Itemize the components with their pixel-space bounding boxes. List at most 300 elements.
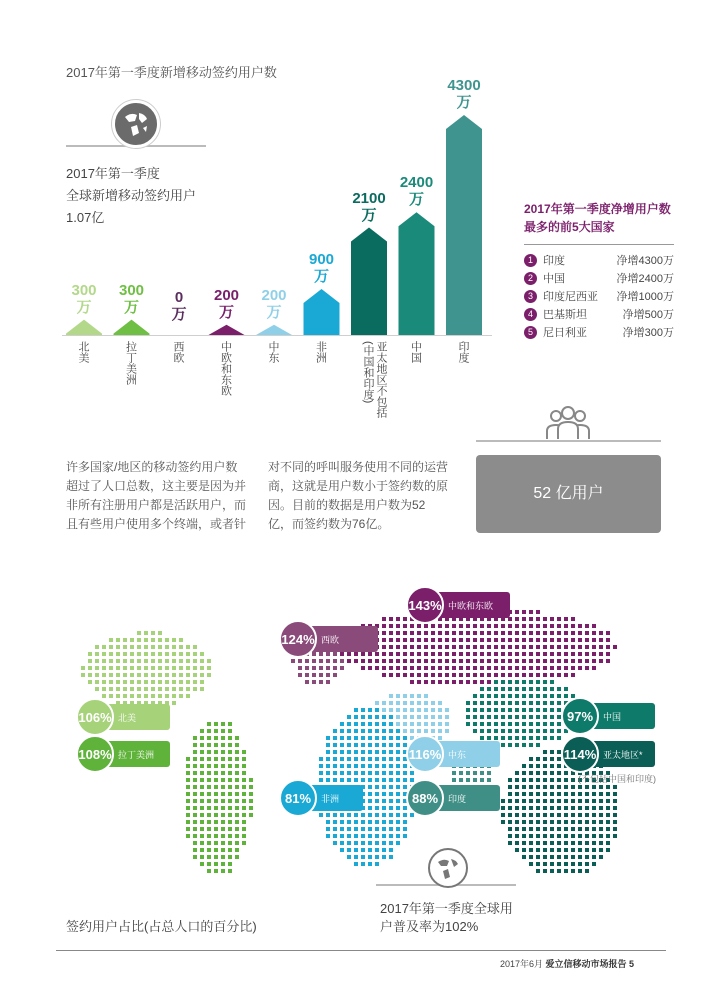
map-dot <box>382 652 386 656</box>
rank-badge: 2 <box>524 272 537 285</box>
map-dot <box>536 624 540 628</box>
map-dot <box>186 666 190 670</box>
map-dot <box>571 862 575 866</box>
map-dot <box>515 617 519 621</box>
map-dot <box>165 659 169 663</box>
top5-panel <box>524 200 674 341</box>
map-dot <box>214 736 218 740</box>
map-dot <box>193 645 197 649</box>
map-dot <box>403 638 407 642</box>
map-dot <box>417 659 421 663</box>
map-dot <box>249 806 253 810</box>
region-name: 非洲 <box>321 793 340 804</box>
map-dot <box>522 743 526 747</box>
map-dot <box>522 792 526 796</box>
map-dot <box>389 736 393 740</box>
map-dot <box>291 659 295 663</box>
map-dot <box>522 624 526 628</box>
map-dot <box>382 757 386 761</box>
map-dot <box>193 687 197 691</box>
map-dot <box>438 673 442 677</box>
paragraph-2: 对不同的呼叫服务使用不同的运营商，这就是用户数小于签约数的原因。目前的数据是用户数为52亿，而签约数为76亿。 <box>268 460 449 531</box>
list-item <box>524 305 674 323</box>
map-dot <box>508 666 512 670</box>
map-dot <box>515 729 519 733</box>
category-label: 中国 <box>409 341 422 363</box>
country-name: 中国 <box>543 273 565 285</box>
country-name: 印度 <box>543 255 565 267</box>
map-dot <box>319 680 323 684</box>
map-dot <box>613 834 617 838</box>
map-dot <box>536 736 540 740</box>
map-dot <box>438 722 442 726</box>
map-dot <box>585 841 589 845</box>
map-dot <box>543 799 547 803</box>
map-dot <box>508 701 512 705</box>
map-dot <box>214 869 218 873</box>
map-dot <box>501 701 505 705</box>
map-dot <box>515 666 519 670</box>
bar-value-label: 900 万 <box>308 250 335 285</box>
map-dot <box>347 778 351 782</box>
map-dot <box>550 638 554 642</box>
map-dot <box>543 785 547 789</box>
map-dot <box>165 673 169 677</box>
map-dot <box>137 638 141 642</box>
map-dot <box>221 862 225 866</box>
map-dot <box>515 624 519 628</box>
map-dot <box>508 820 512 824</box>
map-dot <box>459 631 463 635</box>
map-dot <box>179 680 183 684</box>
map-dot <box>508 778 512 782</box>
map-dot <box>403 673 407 677</box>
map-dot <box>585 827 589 831</box>
map-dot <box>473 673 477 677</box>
map-dot <box>522 708 526 712</box>
map-dot <box>403 715 407 719</box>
map-dot <box>522 848 526 852</box>
map-dot <box>508 799 512 803</box>
bar <box>304 289 340 335</box>
map-dot <box>186 820 190 824</box>
map-dot <box>599 631 603 635</box>
map-dot <box>585 624 589 628</box>
map-dot <box>522 778 526 782</box>
map-dot <box>102 694 106 698</box>
map-dot <box>564 659 568 663</box>
map-dot <box>487 645 491 649</box>
map-dot <box>480 673 484 677</box>
map-dot <box>466 624 470 628</box>
map-dot <box>494 624 498 628</box>
map-dot <box>592 841 596 845</box>
map-dot <box>473 771 477 775</box>
map-dot <box>333 813 337 817</box>
map-dot <box>305 673 309 677</box>
map-dot <box>452 659 456 663</box>
map-dot <box>158 652 162 656</box>
map-dot <box>410 680 414 684</box>
map-dot <box>494 680 498 684</box>
map-dot <box>536 729 540 733</box>
map-dot <box>592 652 596 656</box>
map-dot <box>599 848 603 852</box>
map-dot <box>564 862 568 866</box>
map-dot <box>480 687 484 691</box>
map-dot <box>487 680 491 684</box>
map-dot <box>158 638 162 642</box>
map-dot <box>403 617 407 621</box>
map-dot <box>144 652 148 656</box>
map-dot <box>410 701 414 705</box>
map-dot <box>543 869 547 873</box>
region-percent: 124% <box>279 620 317 658</box>
map-dot <box>536 694 540 698</box>
map-dot <box>522 820 526 824</box>
map-dot <box>158 680 162 684</box>
map-dot <box>529 743 533 747</box>
map-dot <box>130 694 134 698</box>
map-dot <box>536 813 540 817</box>
map-dot <box>501 638 505 642</box>
map-dot <box>480 736 484 740</box>
region-name: 西欧 <box>321 634 340 645</box>
map-dot <box>529 813 533 817</box>
map-dot <box>557 813 561 817</box>
map-dot <box>480 694 484 698</box>
region-name: 中欧和东欧 <box>448 600 494 611</box>
map-dot <box>221 792 225 796</box>
map-dot <box>529 652 533 656</box>
map-dot <box>543 806 547 810</box>
map-dot <box>389 631 393 635</box>
map-dot <box>347 855 351 859</box>
map-dot <box>333 757 337 761</box>
map-dot <box>438 715 442 719</box>
map-dot <box>186 792 190 796</box>
map-dot <box>396 834 400 838</box>
map-dot <box>536 631 540 635</box>
region-tag <box>565 741 655 767</box>
map-dot <box>543 813 547 817</box>
map-dot <box>109 652 113 656</box>
map-dot <box>557 617 561 621</box>
map-dot <box>431 638 435 642</box>
map-dot <box>375 666 379 670</box>
map-dot <box>543 757 547 761</box>
map-dot <box>529 764 533 768</box>
map-dot <box>382 666 386 670</box>
map-dot <box>193 757 197 761</box>
map-dot <box>368 743 372 747</box>
map-dot <box>207 729 211 733</box>
region-name: 北美 <box>118 712 137 723</box>
map-dot <box>599 841 603 845</box>
map-dot <box>522 610 526 614</box>
map-dot <box>221 785 225 789</box>
map-dot <box>305 680 309 684</box>
map-dot <box>221 778 225 782</box>
region-name: 印度 <box>448 793 467 804</box>
map-dot <box>396 638 400 642</box>
map-dot <box>207 659 211 663</box>
map-dot <box>515 827 519 831</box>
map-dot <box>375 771 379 775</box>
map-dot <box>207 869 211 873</box>
map-dot <box>529 827 533 831</box>
map-dot <box>606 652 610 656</box>
map-dot <box>592 666 596 670</box>
map-dot <box>396 806 400 810</box>
map-dot <box>417 624 421 628</box>
map-dot <box>123 694 127 698</box>
map-dot <box>368 722 372 726</box>
map-dot <box>389 778 393 782</box>
map-dot <box>550 659 554 663</box>
map-dot <box>228 827 232 831</box>
map-dot <box>438 666 442 670</box>
map-dot <box>410 771 414 775</box>
map-dot <box>557 855 561 859</box>
map-dot <box>116 645 120 649</box>
map-dot <box>431 652 435 656</box>
bar <box>446 115 482 335</box>
region-tag <box>80 741 170 767</box>
map-dot <box>606 638 610 642</box>
map-dot <box>536 792 540 796</box>
map-dot <box>403 820 407 824</box>
map-dot <box>144 680 148 684</box>
map-dot <box>193 750 197 754</box>
map-dot <box>466 722 470 726</box>
map-dot <box>396 771 400 775</box>
users-total-box: 52 亿用户 <box>476 455 661 533</box>
map-dot <box>508 736 512 740</box>
map-dot <box>228 771 232 775</box>
map-dot <box>564 687 568 691</box>
map-dot <box>403 813 407 817</box>
map-dot <box>515 785 519 789</box>
map-dot <box>606 645 610 649</box>
map-dot <box>585 652 589 656</box>
map-dot <box>571 855 575 859</box>
map-dot <box>81 666 85 670</box>
map-dot <box>382 701 386 705</box>
map-dot <box>550 652 554 656</box>
map-dot <box>452 673 456 677</box>
map-dot <box>389 659 393 663</box>
map-dot <box>431 708 435 712</box>
map-dot <box>137 694 141 698</box>
map-dot <box>536 715 540 719</box>
map-dot <box>550 764 554 768</box>
map-dot <box>382 813 386 817</box>
map-dot <box>473 659 477 663</box>
map-dot <box>459 638 463 642</box>
map-dot <box>571 673 575 677</box>
map-dot <box>417 708 421 712</box>
map-dot <box>382 778 386 782</box>
map-dot <box>452 666 456 670</box>
map-dot <box>487 708 491 712</box>
map-dot <box>151 673 155 677</box>
map-dot <box>200 792 204 796</box>
map-dot <box>550 736 554 740</box>
map-dot <box>396 708 400 712</box>
map-dot <box>95 673 99 677</box>
map-dot <box>396 778 400 782</box>
map-dot <box>207 862 211 866</box>
map-dot <box>347 729 351 733</box>
map-dot <box>480 624 484 628</box>
map-dot <box>130 673 134 677</box>
rank-badge: 1 <box>524 254 537 267</box>
region-percent: 97% <box>561 697 599 735</box>
map-dot <box>501 645 505 649</box>
map-dot <box>508 722 512 726</box>
map-dot <box>319 666 323 670</box>
map-dot <box>172 687 176 691</box>
map-dot <box>480 722 484 726</box>
map-dot <box>207 799 211 803</box>
map-dot <box>536 645 540 649</box>
map-dot <box>550 645 554 649</box>
map-dot <box>515 722 519 726</box>
map-dot <box>102 673 106 677</box>
map-dot <box>599 813 603 817</box>
map-dot <box>326 743 330 747</box>
map-dot <box>172 673 176 677</box>
map-dot <box>312 680 316 684</box>
map-dot <box>116 659 120 663</box>
map-dot <box>368 715 372 719</box>
map-dot <box>536 617 540 621</box>
map-dot <box>361 715 365 719</box>
map-dot <box>529 862 533 866</box>
map-dot <box>102 652 106 656</box>
map-dot <box>445 715 449 719</box>
map-dot <box>389 750 393 754</box>
map-dot <box>333 743 337 747</box>
map-dot <box>137 680 141 684</box>
map-dot <box>186 757 190 761</box>
map-dot <box>445 666 449 670</box>
map-dot <box>536 848 540 852</box>
map-dot <box>88 659 92 663</box>
map-dot <box>487 694 491 698</box>
map-dot <box>403 708 407 712</box>
region-name: 中东 <box>448 749 467 760</box>
map-dot <box>242 799 246 803</box>
map-dot <box>424 722 428 726</box>
map-dot <box>571 792 575 796</box>
map-dot <box>522 764 526 768</box>
map-dot <box>214 778 218 782</box>
map-dot <box>389 806 393 810</box>
map-dot <box>543 694 547 698</box>
map-dot <box>564 652 568 656</box>
map-dot <box>207 673 211 677</box>
map-dot <box>137 687 141 691</box>
map-dot <box>130 666 134 670</box>
map-dot <box>207 771 211 775</box>
map-dot <box>515 631 519 635</box>
map-dot <box>214 750 218 754</box>
map-dot <box>165 645 169 649</box>
map-dot <box>592 848 596 852</box>
map-dot <box>382 764 386 768</box>
map-dot <box>382 827 386 831</box>
map-dot <box>529 778 533 782</box>
map-dot <box>102 666 106 670</box>
map-dot <box>543 638 547 642</box>
map-dot <box>340 820 344 824</box>
region-percent: 143% <box>406 586 444 624</box>
map-dot <box>375 750 379 754</box>
map-dot <box>578 645 582 649</box>
map-dot <box>438 736 442 740</box>
map-dot <box>144 631 148 635</box>
map-dot <box>214 722 218 726</box>
map-dot <box>473 666 477 670</box>
map-dot <box>382 638 386 642</box>
map-dot <box>585 799 589 803</box>
map-dot <box>494 708 498 712</box>
map-dot <box>543 771 547 775</box>
map-dot <box>466 673 470 677</box>
map-dot <box>214 862 218 866</box>
map-dot <box>151 687 155 691</box>
map-dot <box>480 631 484 635</box>
world-map <box>60 575 660 895</box>
category-label: 北美 <box>77 341 89 363</box>
map-dot <box>508 645 512 649</box>
map-dot <box>431 673 435 677</box>
map-dot <box>382 624 386 628</box>
map-dot <box>354 855 358 859</box>
map-dot <box>249 785 253 789</box>
map-dot <box>221 750 225 754</box>
map-dot <box>578 834 582 838</box>
map-dot <box>193 778 197 782</box>
map-dot <box>473 722 477 726</box>
map-dot <box>389 652 393 656</box>
map-dot <box>123 673 127 677</box>
map-dot <box>550 771 554 775</box>
map-dot <box>543 778 547 782</box>
map-dot <box>130 680 134 684</box>
map-dot <box>543 617 547 621</box>
bar-value-label: 300 万 <box>118 281 145 316</box>
map-dot <box>396 813 400 817</box>
map-dot <box>550 841 554 845</box>
map-dot <box>109 694 113 698</box>
map-dot <box>536 722 540 726</box>
map-dot <box>354 715 358 719</box>
map-dot <box>389 729 393 733</box>
map-dot <box>536 771 540 775</box>
map-dot <box>319 673 323 677</box>
map-dot <box>571 778 575 782</box>
map-dot <box>557 624 561 628</box>
map-dot <box>417 729 421 733</box>
map-dot <box>242 806 246 810</box>
map-dot <box>571 799 575 803</box>
map-dot <box>193 834 197 838</box>
map-dot <box>186 764 190 768</box>
map-dot <box>221 841 225 845</box>
